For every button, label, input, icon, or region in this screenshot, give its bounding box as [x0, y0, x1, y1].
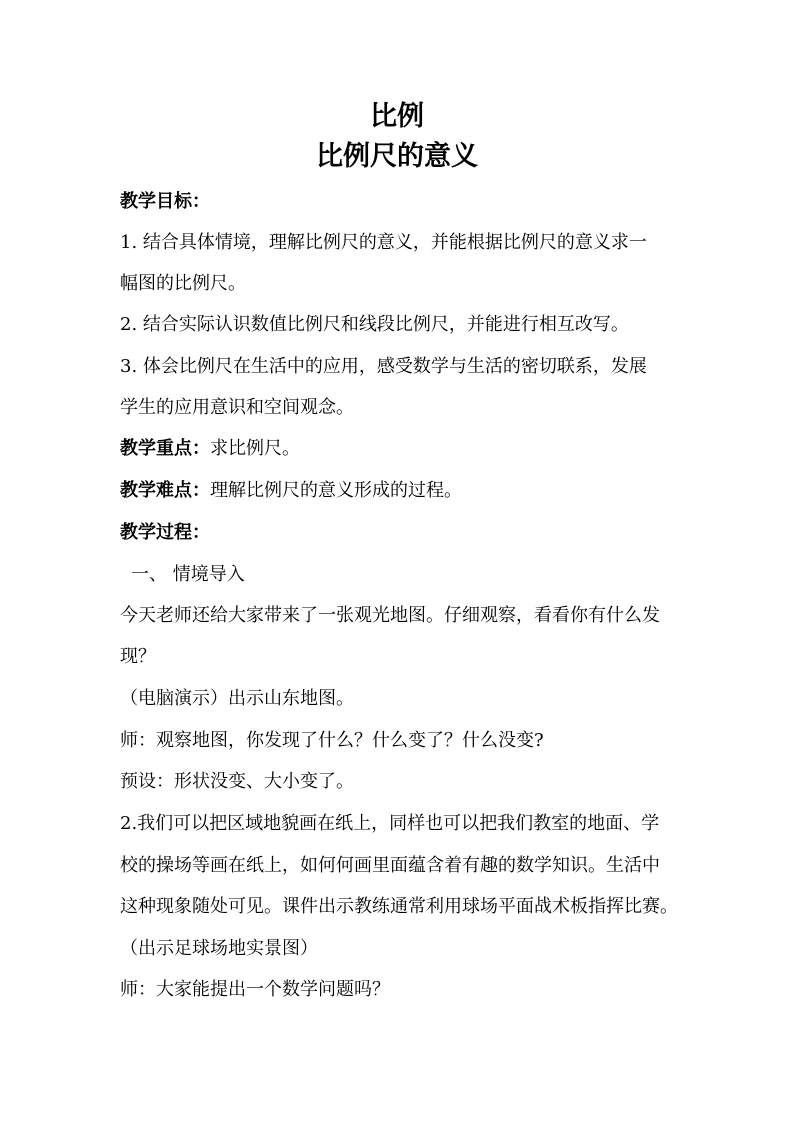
section-1-heading: 一、 情境导入: [131, 564, 245, 585]
paragraph-5-line-1: 2.我们可以把区域地貌画在纸上，同样也可以把我们教室的地面、学: [120, 813, 660, 834]
paragraph-1-line-1: 今天老师还给大家带来了一张观光地图。仔细观察，看看你有什么发: [120, 605, 660, 626]
difficulty: [120, 479, 680, 503]
difficulty-text: 理解比例尺的意义形成的过程。: [210, 480, 462, 501]
objective-1-line-1: 1. 结合具体情境，理解比例尺的意义，并能根据比例尺的意义求一: [120, 232, 647, 253]
paragraph-3: 师：观察地图，你发现了什么？什么变了？什么没变?: [120, 730, 544, 751]
paragraph-1-line-2: 现？: [120, 646, 156, 667]
page-title: 比例: [370, 101, 424, 132]
objective-1-line-2: 幅图的比例尺。: [120, 273, 246, 294]
paragraph-6: （出示足球场地实景图）: [120, 938, 318, 959]
paragraph-4: 预设：形状没变、大小变了。: [120, 771, 354, 792]
key-point-label: 教学重点：: [120, 438, 210, 459]
paragraph-7: 师：大家能提出一个数学问题吗？: [120, 979, 390, 1000]
objective-2: 2. 结合实际认识数值比例尺和线段比例尺，并能进行相互改写。: [120, 314, 629, 335]
key-point-text: 求比例尺。: [210, 438, 300, 459]
process-heading: 教学过程：: [120, 522, 210, 543]
page-subtitle: 比例尺的意义: [316, 141, 478, 172]
objectives-heading: 教学目标：: [120, 191, 210, 212]
difficulty-label: 教学难点：: [120, 480, 210, 501]
paragraph-2: （电脑演示）出示山东地图。: [120, 688, 354, 709]
paragraph-5-line-2: 校的操场等画在纸上，如何何画里面蕴含着有趣的数学知识。生活中: [120, 855, 660, 876]
key-point: [120, 437, 680, 461]
paragraph-5-line-3: 这种现象随处可见。课件出示教练通常利用球场平面战术板指挥比赛。: [120, 896, 678, 917]
objective-3-line-1: 3. 体会比例尺在生活中的应用，感受数学与生活的密切联系，发展: [120, 356, 647, 377]
objective-3-line-2: 学生的应用意识和空间观念。: [120, 397, 354, 418]
